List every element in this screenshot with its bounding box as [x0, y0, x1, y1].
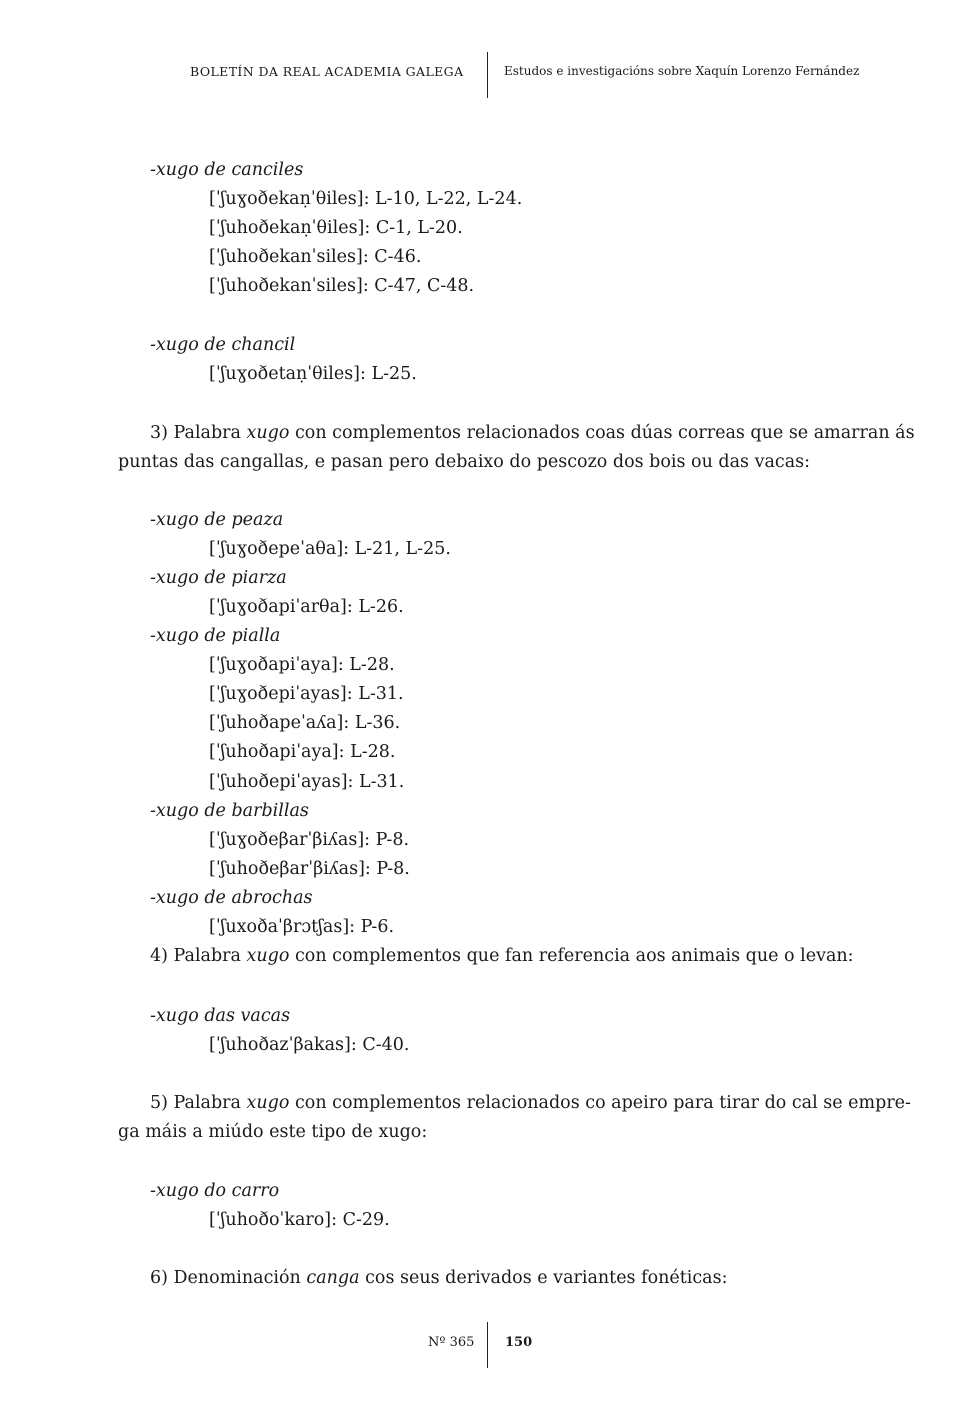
transcription: [ˈʃuhoðeβarˈβiʎas]: P-8.	[209, 859, 410, 879]
transcription: [ˈʃuɣoðetaṇˈθiles]: L-25.	[209, 364, 417, 384]
transcription: [ˈʃuhoðazˈβakas]: C-40.	[209, 1035, 410, 1055]
transcription: [ˈʃuhoðekanˈsiles]: C-47, C-48.	[209, 276, 475, 296]
term-heading: -xugo das vacas	[150, 1006, 291, 1026]
paragraph-line: 4) Palabra xugo con complementos que fan referencia aos animais que o levan:	[150, 946, 854, 966]
transcription: [ˈʃuɣoðeβarˈβiʎas]: P-8.	[209, 830, 410, 850]
term-heading: -xugo de peaza	[150, 510, 284, 530]
term-heading: -xugo de chancil	[150, 335, 296, 355]
transcription: [ˈʃuhoðekaṇˈθiles]: C-1, L-20.	[209, 218, 463, 238]
transcription: [ˈʃuɣoðekaṇˈθiles]: L-10, L-22, L-24.	[209, 189, 523, 209]
term-heading: -xugo de barbillas	[150, 801, 309, 821]
paragraph-line: 5) Palabra xugo con complementos relacionados co apeiro para tirar do cal se empre-	[150, 1093, 911, 1113]
transcription: [ˈʃuɣoðapiˈarθa]: L-26.	[209, 597, 404, 617]
transcription: [ˈʃuɣoðapiˈaya]: L-28.	[209, 655, 395, 675]
paragraph-line: ga máis a miúdo este tipo de xugo:	[118, 1122, 428, 1142]
transcription: [ˈʃuhoðekanˈsiles]: C-46.	[209, 247, 422, 267]
issue-number: Nº 365	[428, 1335, 475, 1350]
transcription: [ˈʃuhoðapiˈaya]: L-28.	[209, 742, 396, 762]
journal-title: BOLETÍN DA REAL ACADEMIA GALEGA	[190, 64, 464, 79]
paragraph-line: 6) Denominación canga cos seus derivados e variantes fonéticas:	[150, 1268, 728, 1288]
transcription: [ˈʃuhoðepiˈayas]: L-31.	[209, 772, 405, 792]
paragraph-line: 3) Palabra xugo con complementos relacionados coas dúas correas que se amarran ás	[150, 423, 915, 443]
term-heading: -xugo de pialla	[150, 626, 281, 646]
transcription: [ˈʃuɣoðepeˈaθa]: L-21, L-25.	[209, 539, 451, 559]
transcription: [ˈʃuxoðaˈβrɔtʃas]: P-6.	[209, 917, 395, 937]
footer-divider	[487, 1322, 488, 1368]
term-heading: -xugo de piarza	[150, 568, 287, 588]
term-heading: -xugo de abrochas	[150, 888, 313, 908]
term-heading: -xugo do carro	[150, 1181, 280, 1201]
header-divider	[487, 52, 488, 98]
transcription: [ˈʃuɣoðepiˈayas]: L-31.	[209, 684, 404, 704]
term-heading: -xugo de canciles	[150, 160, 304, 180]
transcription: [ˈʃuhoðapeˈaʎa]: L-36.	[209, 713, 401, 733]
paragraph-line: puntas das cangallas, e pasan pero debaixo do pescozo dos bois ou das vacas:	[118, 452, 811, 472]
page-number: 150	[505, 1335, 533, 1350]
transcription: [ˈʃuhoðoˈkaro]: C-29.	[209, 1210, 390, 1230]
section-title: Estudos e investigacións sobre Xaquín Lorenzo Fernández	[504, 64, 860, 78]
